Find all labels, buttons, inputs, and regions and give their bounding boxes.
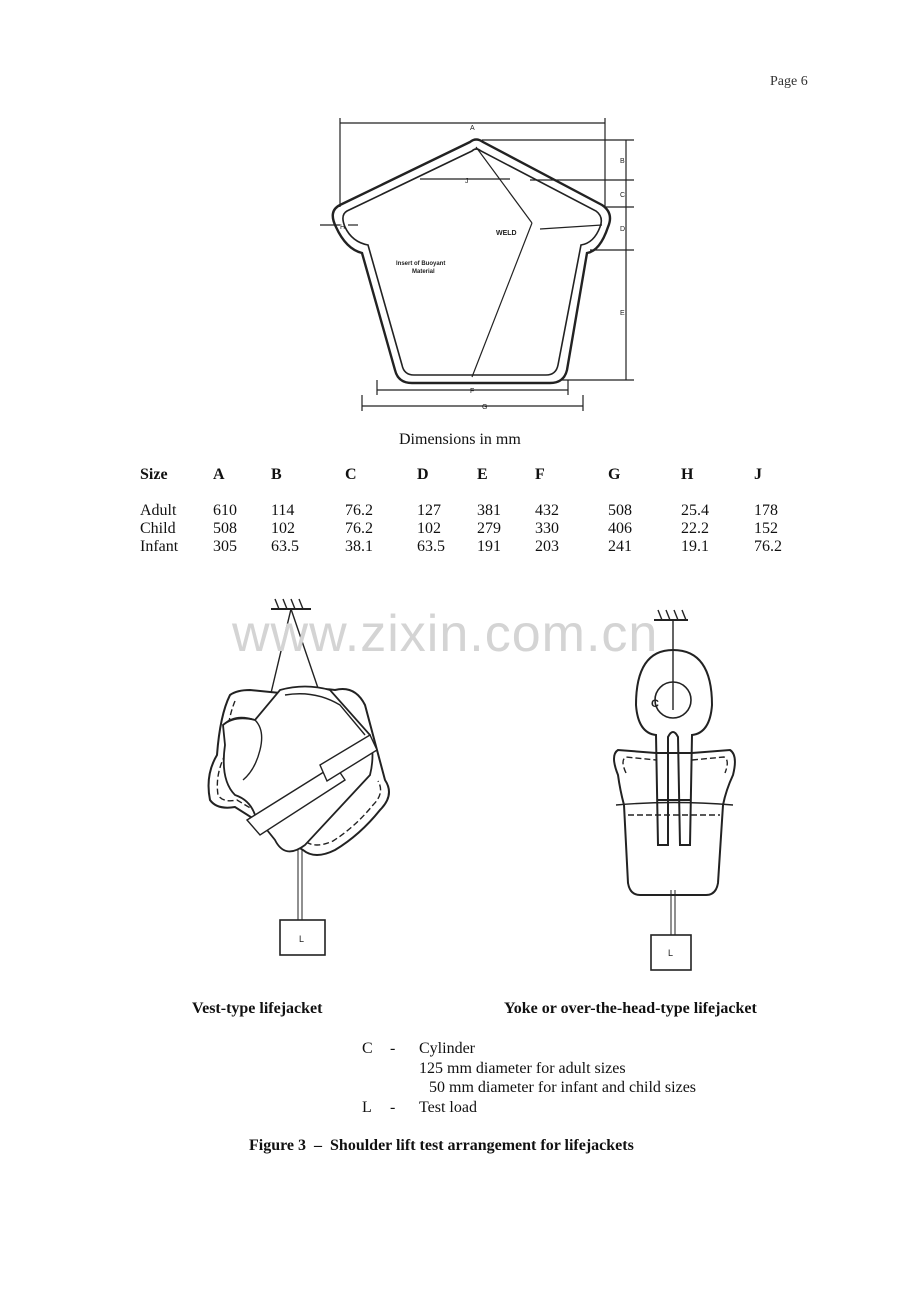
legend-c-line3: 50 mm diameter for infant and child sizes (429, 1079, 697, 1096)
table-header-cell: J (754, 466, 762, 483)
table-cell: Infant (140, 538, 179, 555)
insert-label-line1: Insert of Buoyant (396, 261, 446, 267)
figure-caption: Figure 3 – Shoulder lift test arrangement for lifejackets (249, 1137, 634, 1154)
table-cell: Adult (140, 502, 177, 519)
table-header-cell: C (345, 466, 357, 483)
table-cell: 279 (477, 520, 501, 537)
table-cell: 19.1 (681, 538, 709, 555)
table-cell: 152 (754, 520, 778, 537)
table-cell: 191 (477, 538, 501, 555)
table-cell: 22.2 (681, 520, 709, 537)
dim-label-e: E (620, 310, 625, 317)
table-cell: 178 (754, 502, 778, 519)
weld-label: WELD (496, 230, 517, 237)
table-row (140, 520, 840, 538)
table-cell: 114 (271, 502, 295, 519)
table-header-cell: E (477, 466, 488, 483)
table-cell: 38.1 (345, 538, 373, 555)
table-cell: 241 (608, 538, 632, 555)
table-cell: 63.5 (271, 538, 299, 555)
page-number: Page 6 (770, 74, 808, 89)
yoke-cylinder-label: C (651, 698, 659, 710)
dim-label-d: D (620, 226, 626, 233)
table-cell: 25.4 (681, 502, 709, 519)
table-cell: 305 (213, 538, 237, 555)
vest-load-label: L (299, 934, 305, 944)
legend (362, 1039, 782, 1119)
dim-label-c: C (620, 192, 626, 199)
table-cell: 76.2 (345, 502, 373, 519)
table-cell: 406 (608, 520, 632, 537)
dim-label-g: G (482, 404, 488, 411)
legend-c-line1: Cylinder (419, 1040, 475, 1057)
dim-label-a: A (470, 125, 475, 132)
table-header-cell: Size (140, 466, 168, 483)
legend-l-dash: - (390, 1098, 396, 1116)
table-cell: Child (140, 520, 176, 537)
table-cell: 76.2 (754, 538, 782, 555)
yoke-caption: Yoke or over-the-head-type lifejacket (504, 1000, 757, 1017)
table-cell: 203 (535, 538, 559, 555)
table-header-cell: D (417, 466, 429, 483)
legend-l-key: L (362, 1098, 372, 1116)
table-cell: 127 (417, 502, 441, 519)
legend-l-line1: Test load (419, 1098, 477, 1116)
table-header-cell: G (608, 466, 621, 483)
insert-label-line2: Material (412, 269, 435, 275)
table-row (140, 538, 840, 556)
table-cell: 102 (271, 520, 295, 537)
dim-label-j: J (465, 178, 469, 185)
legend-c-line2: 125 mm diameter for adult sizes (419, 1059, 626, 1077)
dim-label-h: H (340, 224, 346, 231)
yoke-lifejacket-drawing (588, 605, 760, 975)
lifejacket-dimension-drawing (300, 115, 645, 420)
table-cell: 76.2 (345, 520, 373, 537)
table-cell: 330 (535, 520, 559, 537)
table-cell: 610 (213, 502, 237, 519)
dim-label-f: F (470, 388, 475, 395)
table-header-cell: F (535, 466, 545, 483)
table-header-row (140, 466, 840, 484)
table-cell: 432 (535, 502, 559, 519)
table-cell: 63.5 (417, 538, 445, 555)
yoke-load-label: L (668, 948, 674, 958)
table-header-cell: H (681, 466, 694, 483)
legend-c-dash: - (390, 1040, 396, 1057)
watermark: www.zixin.com.cn (232, 605, 659, 663)
table-cell: 508 (213, 520, 237, 537)
table-header-cell: A (213, 466, 225, 483)
table-header-cell: B (271, 466, 282, 483)
dim-label-b: B (620, 158, 625, 165)
table-row (140, 502, 840, 520)
table-cell: 508 (608, 502, 632, 519)
table-cell: 102 (417, 520, 441, 537)
legend-c-key: C (362, 1040, 373, 1057)
vest-caption: Vest-type lifejacket (192, 1000, 323, 1017)
table-cell: 381 (477, 502, 501, 519)
dimensions-caption: Dimensions in mm (399, 431, 521, 448)
